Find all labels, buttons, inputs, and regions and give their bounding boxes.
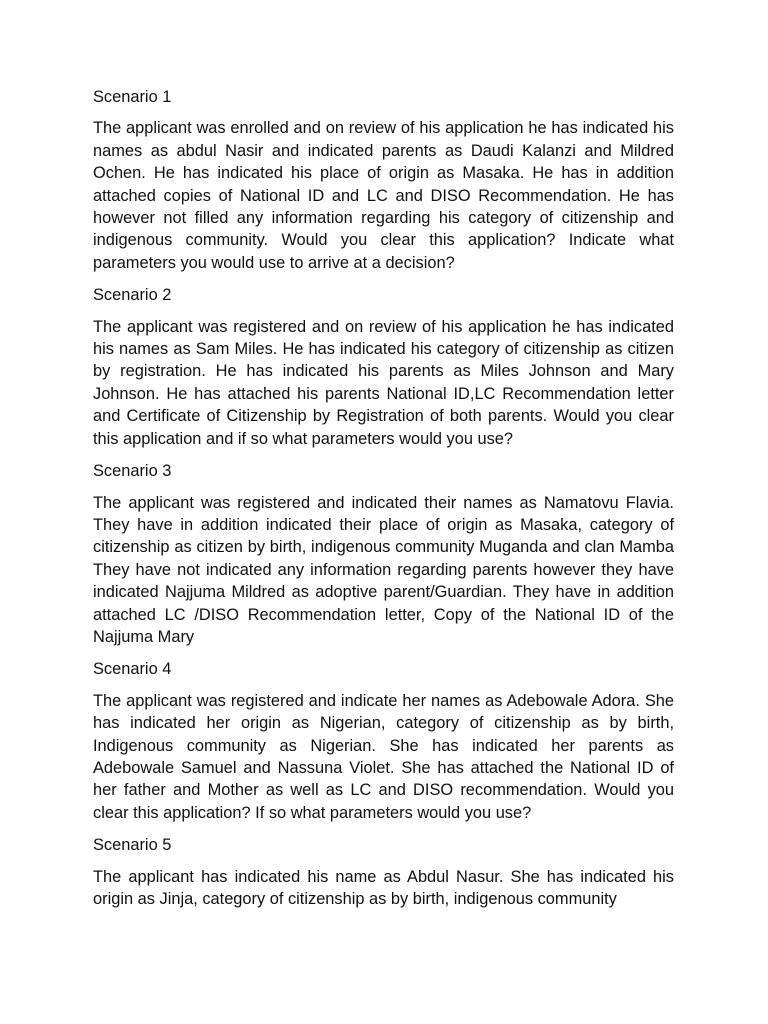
scenario-3-heading: Scenario 3 xyxy=(93,462,172,481)
scenario-5-heading: Scenario 5 xyxy=(93,836,172,855)
scenario-3-text: The applicant was registered and indicated their names as Namatovu Flavia. They have in addition indicated their place of origin as Masaka, category of citizenship as citizen by birth, indigenous community Muganda and clan Mamba They have not indicated any information regarding parents however they have indicated Najjuma Mildred as adoptive parent/Guardian. They have in addition attached LC /DISO Recommendation letter, Copy of the National ID of the Najjuma Mary xyxy=(93,493,674,646)
scenario-4-text: The applicant was registered and indicate her names as Adebowale Adora. She has indicated her origin as Nigerian, category of citizenship as by birth, Indigenous community as Nigerian. She has indicated her parents as Adebowale Samuel and Nassuna Violet. She has attached the National ID of her father and Mother as well as LC and DISO recommendation. Would you clear this application? If so what parameters would you use? xyxy=(93,691,674,822)
scenario-2-heading: Scenario 2 xyxy=(93,286,172,305)
scenario-2-text: The applicant was registered and on review of his application he has indicated his names as Sam Miles. He has indicated his category of citizenship as citizen by registration. He has indicated his parents as Miles Johnson and Mary Johnson. He has attached his parents National ID,LC Recommendation letter and Certificate of Citizenship by Registration of both parents. Would you clear this application and if so what parameters would you use? xyxy=(93,317,674,448)
scenario-1-heading: Scenario 1 xyxy=(93,88,172,106)
scenario-5-text: The applicant has indicated his name as Abdul Nasur. She has indicated his origin as Jinja, category of citizenship as by birth, indigenous community xyxy=(93,867,674,908)
scenario-4-heading: Scenario 4 xyxy=(93,660,172,679)
document-page xyxy=(93,86,674,920)
scenario-1-text: The applicant was enrolled and on review of his application he has indicated his names as abdul Nasir and indicated parents as Daudi Kalanzi and Mildred Ochen. He has indicated his place of origin as Masaka. He has in addition attached copies of National ID and LC and DISO Recommendation. He has however not filled any information regarding his category of citizenship and indigenous community. Would you clear this application? Indicate what parameters you would use to arrive at a decision? xyxy=(93,119,674,272)
